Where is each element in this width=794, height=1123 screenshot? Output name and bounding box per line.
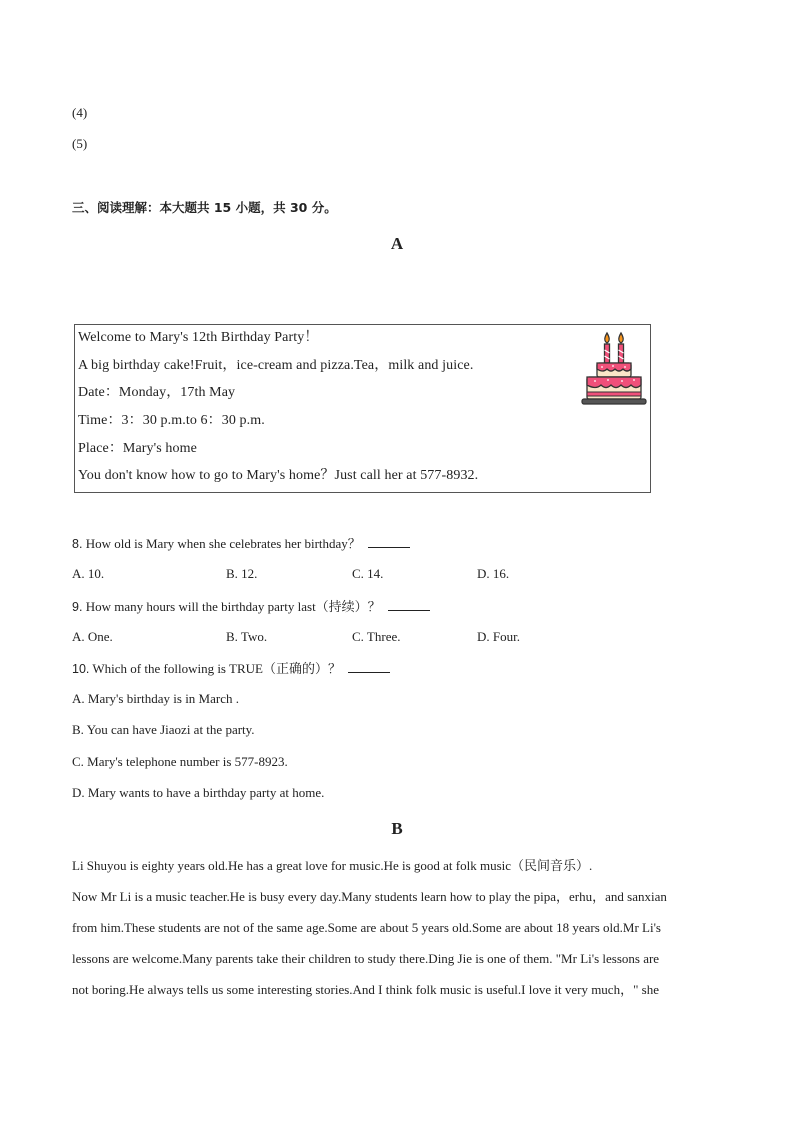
notice-line-3: Date：Monday，17th May [78, 385, 236, 400]
question-number: 10. [72, 662, 90, 676]
q9-option-d[interactable]: D. Four. [477, 629, 520, 644]
party-notice-box [74, 324, 651, 493]
q8-option-d[interactable]: D. 16. [477, 566, 510, 581]
answer-blank[interactable] [388, 598, 430, 611]
passage-b-line-2: Now Mr Li is a music teacher.He is busy every day.Many students learn how to play the pipa，erhu，and sanxian [72, 889, 667, 904]
question-8 [72, 535, 410, 552]
q8-option-a[interactable]: A. 10. [72, 566, 105, 581]
notice-line-1: Welcome to Mary's 12th Birthday Party！ [78, 330, 319, 345]
passage-b-line-3: from him.These students are not of the same age.Some are about 5 years old.Some are about 18 years old.Mr Li's [72, 920, 661, 935]
notice-line-4: Time：3：30 p.m.to 6：30 p.m. [78, 413, 265, 428]
answer-blank[interactable] [368, 535, 410, 548]
section-heading: 三、阅读理解：本大题共 15 小题，共 30 分。 [72, 200, 337, 215]
q10-option-b[interactable]: B. You can have Jiaozi at the party. [72, 722, 255, 737]
q9-option-a[interactable]: A. One. [72, 629, 113, 644]
item-5-label: (5) [72, 136, 88, 151]
question-text: Which of the following is TRUE（正确的）？ [92, 661, 341, 676]
part-b-title: B [391, 819, 403, 838]
item-4-label: (4) [72, 105, 88, 120]
question-9 [72, 598, 430, 615]
passage-b-line-4: lessons are welcome.Many parents take their children to study there.Ding Jie is one of them. "Mr Li's lessons are [72, 951, 660, 966]
notice-line-2: A big birthday cake!Fruit，ice-cream and pizza.Tea，milk and juice. [78, 358, 474, 373]
q8-option-c[interactable]: C. 14. [352, 566, 384, 581]
question-number: 8. [72, 537, 83, 551]
question-text: How old is Mary when she celebrates her birthday？ [85, 536, 361, 551]
q10-option-a[interactable]: A. Mary's birthday is in March . [72, 691, 239, 706]
part-a-title: A [390, 234, 404, 253]
q10-option-c[interactable]: C. Mary's telephone number is 577-8923. [72, 754, 288, 769]
question-number: 9. [72, 600, 83, 614]
q9-option-c[interactable]: C. Three. [352, 629, 401, 644]
q10-option-d[interactable]: D. Mary wants to have a birthday party at home. [72, 785, 325, 800]
answer-blank[interactable] [348, 660, 390, 673]
birthday-cake-icon [580, 329, 650, 415]
question-10 [72, 660, 390, 677]
passage-b-line-5: not boring.He always tells us some interesting stories.And I think folk music is useful.I love it very much，" she [72, 982, 659, 997]
notice-line-6: You don't know how to go to Mary's home？Just call her at 577-8932. [78, 468, 479, 483]
q9-option-b[interactable]: B. Two. [226, 629, 268, 644]
q8-option-b[interactable]: B. 12. [226, 566, 258, 581]
question-text: How many hours will the birthday party last（持续）？ [85, 599, 381, 614]
notice-line-5: Place：Mary's home [78, 441, 197, 456]
passage-b-line-1: Li Shuyou is eighty years old.He has a great love for music.He is good at folk music（民间音乐）. [72, 858, 593, 873]
